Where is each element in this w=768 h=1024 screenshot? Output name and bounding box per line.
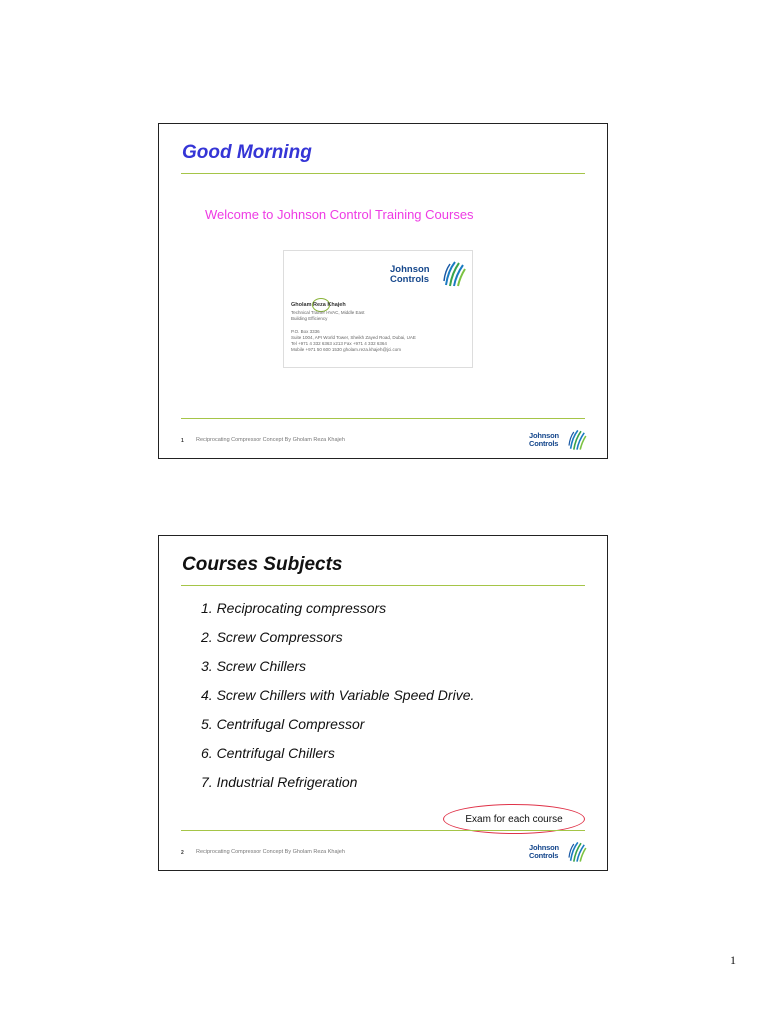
card-name: Gholam Reza Khajeh	[291, 302, 346, 308]
footer-logo-text: Johnson Controls	[529, 843, 559, 860]
footer-logo	[529, 840, 589, 866]
footer-text: Reciprocating Compressor Concept By Gholam Reza Khajeh	[196, 437, 345, 443]
johnson-controls-leaf-icon	[567, 840, 587, 864]
list-item: 4. Screw Chillers with Variable Speed Drive.	[201, 687, 475, 703]
title-divider	[181, 585, 585, 586]
card-line: P.O. Box 3336	[291, 329, 320, 334]
course-list	[201, 598, 474, 801]
card-line: Mobile +971 50 600 1530 gholam.reza.khajeh@jci.com	[291, 347, 402, 352]
card-logo-text: Johnson Controls	[390, 264, 430, 285]
johnson-controls-leaf-icon	[567, 428, 587, 452]
card-logo	[390, 259, 466, 293]
slide-2	[158, 535, 608, 871]
slide-1	[158, 123, 608, 459]
card-line: Technical Trainer HVAC, Middle East	[291, 310, 365, 315]
list-item: 6. Centrifugal Chillers	[201, 745, 335, 761]
card-line: Building Efficiency	[291, 316, 328, 321]
list-item: 5. Centrifugal Compressor	[201, 716, 365, 732]
slide-footer	[181, 424, 585, 454]
welcome-text: Welcome to Johnson Control Training Courses	[205, 207, 474, 222]
slide-footer	[181, 836, 585, 866]
business-card	[283, 250, 473, 368]
card-line: Suite 1004, API World Tower, Sheikh Zayed Road, Dubai, UAE	[291, 335, 416, 340]
slide-title: Good Morning	[182, 142, 312, 163]
slide-number: 2	[181, 850, 184, 856]
footer-divider	[181, 418, 585, 419]
johnson-controls-leaf-icon	[442, 259, 466, 289]
exam-note: Exam for each course	[443, 804, 585, 834]
card-line: Tel +971 4 332 6363 x213 Fax +971 4 332 6364	[291, 341, 387, 346]
list-item: 1. Reciprocating compressors	[201, 600, 387, 616]
list-item: 2. Screw Compressors	[201, 629, 343, 645]
footer-text: Reciprocating Compressor Concept By Gholam Reza Khajeh	[196, 849, 345, 855]
page-number: 1	[730, 953, 736, 967]
list-item: 7. Industrial Refrigeration	[201, 774, 358, 790]
list-item: 3. Screw Chillers	[201, 658, 307, 674]
footer-divider	[181, 830, 585, 831]
footer-logo-text: Johnson Controls	[529, 431, 559, 448]
slide-number: 1	[181, 438, 184, 444]
slide-title: Courses Subjects	[182, 554, 343, 575]
footer-logo	[529, 428, 589, 454]
title-divider	[181, 173, 585, 174]
